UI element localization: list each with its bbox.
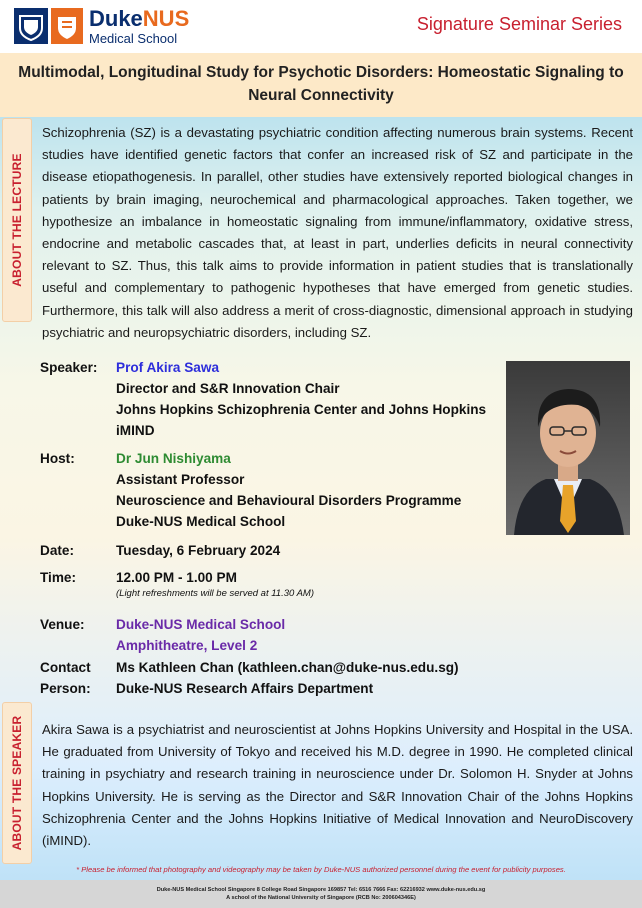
- contact-department: Duke-NUS Research Affairs Department: [116, 681, 374, 696]
- host-programme: Neuroscience and Behavioural Disorders Programme: [116, 493, 462, 508]
- seminar-series-title: Signature Seminar Series: [416, 14, 622, 34]
- footer-address: Duke-NUS Medical School Singapore 8 College Road Singapore 169857 Tel: 6516 7666 Fax: 62216932 www.duke-nus.edu.sg: [156, 887, 486, 893]
- refreshments-note: (Light refreshments will be served at 11.30 AM): [116, 588, 315, 599]
- contact-person: Ms Kathleen Chan (kathleen.chan@duke-nus.edu.sg): [116, 660, 459, 675]
- nus-crest-icon: [51, 8, 83, 44]
- speaker-label: Speaker:: [40, 360, 98, 375]
- photography-disclaimer: * Please be informed that photography and videography may be taken by Duke-NUS authorized personnel during the event for publicity purposes.: [76, 865, 566, 874]
- host-label: Host:: [40, 451, 75, 466]
- about-speaker-tab: [2, 702, 32, 864]
- speaker-title: Director and S&R Innovation Chair: [116, 381, 340, 396]
- logo-brand-accent: NUS: [142, 5, 190, 31]
- seminar-title-line2: Neural Connectivity: [248, 87, 394, 104]
- about-lecture-tab: [2, 118, 32, 322]
- speaker-name: Prof Akira Sawa: [116, 360, 220, 375]
- logo-subtitle: Medical School: [89, 30, 178, 46]
- time-value: 12.00 PM - 1.00 PM: [116, 570, 237, 585]
- duke-shield-icon: [14, 8, 48, 44]
- date-label: Date:: [40, 543, 74, 558]
- seminar-title: [10, 61, 632, 107]
- venue-building: Duke-NUS Medical School: [116, 617, 286, 632]
- header: [0, 0, 642, 53]
- host-title: Assistant Professor: [116, 472, 245, 487]
- time-label: Time:: [40, 570, 77, 585]
- logo-brand-main: Duke: [89, 5, 143, 31]
- speaker-affiliation: Johns Hopkins Schizophrenia Center and Johns Hopkins: [116, 402, 487, 417]
- host-name: Dr Jun Nishiyama: [116, 451, 231, 466]
- footer-registration: A school of the National University of Singapore (RCB No: 200604346E): [226, 895, 416, 901]
- duke-nus-logo: [14, 7, 189, 45]
- speaker-bio: Akira Sawa is a psychiatrist and neuroscientist at Johns Hopkins University and Hospital in the USA. He graduated from University of Tokyo and received his M.D. degree in 1990. He completed clinical training in psychiatry and research training in neuroscience under Dr. Solomon H. Snyder at Johns Hopkins University. He is serving as the Director and S&R Innovation Chair of the Johns Hopkins Schizophrenia Center and the Johns Hopkins Initiative of Medical Innovation and NeuroDiscovery (iMIND).: [42, 722, 633, 849]
- lecture-abstract: Schizophrenia (SZ) is a devastating psychiatric condition affecting numerous brain systems. Recent studies have identified genetic factors that confer an increased risk of SZ and participate in the disease etiopathogenesis. In parallel, other studies have extensively reported biological changes in patients by brain imaging, neurochemical and pharmacological approaches. Taken together, we hypothesize an imbalance in homeostatic signaling from immune/inflammatory, oxidative stress, endocrine and metabolic cascades that, at least in part, underlies deficits in neural connectivity relevant to SZ. Thus, this talk aims to provide information in patient studies that is translationally useful and complementary to pathogenic hypotheses that have emerged from genetic studies. Furthermore, this talk will also address a merit of cross-diagnostic, dimensional approach in studying psychiatric and neuropsychiatric disorders, including SZ.: [42, 125, 633, 340]
- speaker-photo: [506, 361, 630, 535]
- contact-label: Contact: [40, 660, 91, 675]
- host-school: Duke-NUS Medical School: [116, 514, 286, 529]
- venue-label: Venue:: [40, 617, 85, 632]
- about-lecture-label: ABOUT THE LECTURE: [10, 153, 24, 287]
- about-speaker-label: ABOUT THE SPEAKER: [10, 715, 24, 851]
- footer: [0, 880, 642, 908]
- venue-room: Amphitheatre, Level 2: [116, 638, 258, 653]
- seminar-title-line1: Multimodal, Longitudinal Study for Psychotic Disorders: Homeostatic Signaling to: [18, 64, 624, 81]
- date-value: Tuesday, 6 February 2024: [116, 543, 281, 558]
- title-band: [0, 53, 642, 117]
- contact-label-cont: Person:: [40, 681, 91, 696]
- speaker-affiliation-cont: iMIND: [116, 423, 155, 438]
